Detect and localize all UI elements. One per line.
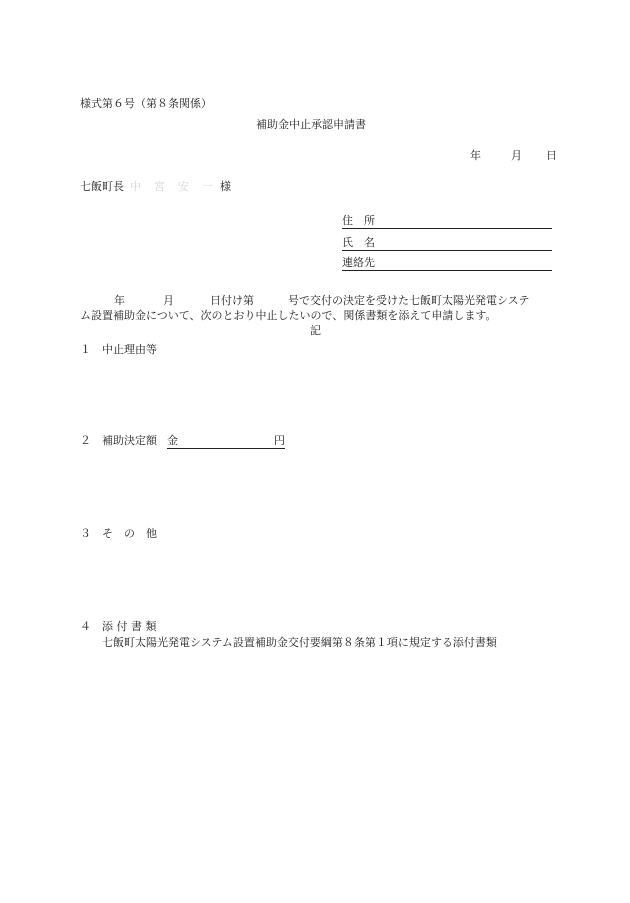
applicant-address-field[interactable] <box>342 214 552 229</box>
item-number: ２ <box>80 434 91 447</box>
address-label: 住 所 <box>342 214 375 227</box>
item-label: 中止理由等 <box>102 343 157 356</box>
applicant-name-field[interactable] <box>342 236 552 251</box>
date-line <box>470 149 557 163</box>
application-body <box>80 293 555 323</box>
item-label: 補助決定額 <box>102 434 157 447</box>
item-label: 添 付 書 類 <box>102 620 157 633</box>
mayor-name: 中 宮 安 一 <box>130 180 214 193</box>
body-line-1 <box>80 293 555 308</box>
date-month: 月 <box>511 149 522 162</box>
addressee-prefix: 七飯町長 <box>80 180 124 193</box>
ki-heading: 記 <box>310 324 321 337</box>
applicant-contact-field[interactable] <box>342 256 552 271</box>
item-label: そ の 他 <box>102 527 157 540</box>
addressee-suffix: 様 <box>220 180 231 193</box>
body-month: 月 <box>163 294 174 307</box>
addressee <box>80 180 231 194</box>
date-day: 日 <box>546 149 557 162</box>
body-year: 年 <box>114 294 125 307</box>
date-year: 年 <box>470 149 481 162</box>
form-number: 様式第６号（第８条関係） <box>80 97 212 110</box>
document-title: 補助金中止承認申請書 <box>256 118 366 131</box>
contact-label: 連絡先 <box>342 256 375 269</box>
body-line-2: ム設置補助金について、次のとおり中止したいので、関係書類を添えて申請します。 <box>80 309 497 322</box>
name-label: 氏 名 <box>342 236 375 249</box>
item-number: ４ <box>80 620 91 633</box>
amount-field[interactable] <box>167 434 285 449</box>
amount-unit: 円 <box>274 434 285 447</box>
item-other <box>80 527 157 541</box>
item-subsidy-amount <box>80 434 285 449</box>
item-number: １ <box>80 343 91 356</box>
item-cancel-reason <box>80 343 157 357</box>
body-day-no: 日付け第 <box>210 294 254 307</box>
body-rest-line1: 号で交付の決定を受けた七飯町太陽光発電システ <box>288 294 530 307</box>
amount-prefix: 金 <box>167 434 178 447</box>
item-number: ３ <box>80 527 91 540</box>
attachments-detail: 七飯町太陽光発電システム設置補助金交付要綱第８条第１項に規定する添付書類 <box>102 636 497 649</box>
item-attachments <box>80 620 157 634</box>
